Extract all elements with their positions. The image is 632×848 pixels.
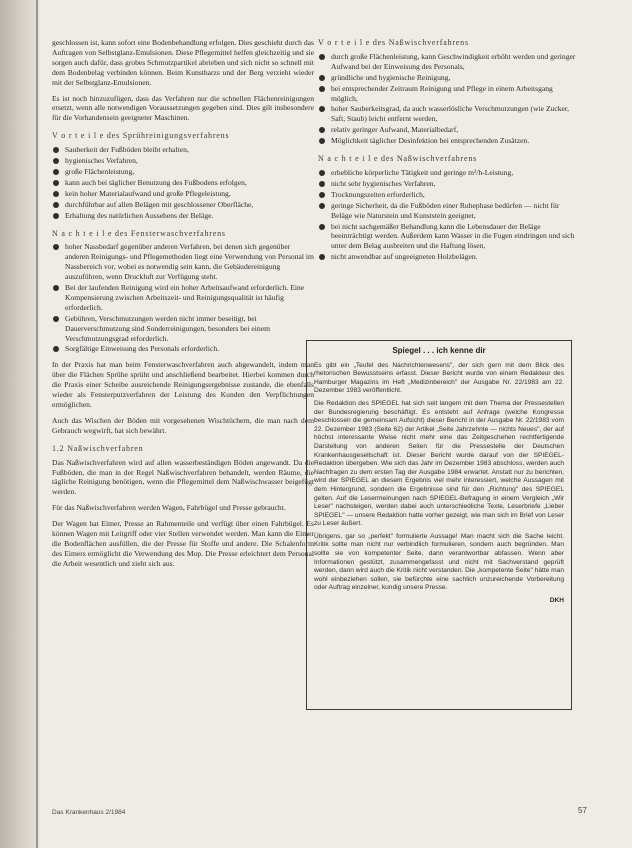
left-column [52, 38, 314, 575]
list-item: nicht sehr hygienisches Verfahren, [318, 179, 580, 189]
section-paragraph-2: Für das Naßwischverfahren werden Wagen, Fahrbügel und Presse gebraucht. [52, 503, 286, 513]
list-item: große Flächenleistung, [52, 167, 314, 177]
bullet-icon [319, 224, 325, 230]
page-number: 57 [578, 806, 587, 815]
bullet-icon [53, 346, 59, 352]
left-vorteile-list [52, 145, 314, 220]
footer-publication: Das Krankenhaus 2/1984 [52, 809, 126, 816]
bullet-icon [319, 86, 325, 92]
right-nachteile-list [318, 168, 580, 262]
bullet-icon [53, 316, 59, 322]
list-item: bei nicht sachgemäßer Behandlung kann die Lebensdauer der Beläge beeinträchtigt werden. Außerdem kann Wasser in die Fugen eindringen und sich unter dem Belag ausbreiten und die Haftung lösen, [318, 222, 580, 252]
intro-paragraph-2: Es ist noch hinzuzufügen, dass das Verfahren nur die schnellen Flächenreinigungen ersetzt, wenn alle notwendigen Voraussetzungen gegeben sind. Dies gilt insbesondere für die Vorhandensein geeigneter Maschinen. [52, 93, 314, 123]
list-item: kein hoher Materialaufwand und große Pflegeleistung, [52, 189, 314, 199]
list-item: geringe Sicherheit, da die Fußböden einer Ruhephase bedürfen — nicht für Beläge wie Naturstein und Kunststein geeignet, [318, 201, 580, 221]
list-item: gründliche und hygienische Reinigung, [318, 73, 580, 83]
left-nachteile-heading: N a c h t e i l e des Fensterwaschverfahrens [52, 228, 226, 238]
left-vorteile-heading: V o r t e i l e des Sprühreinigungsverfahrens [52, 131, 230, 141]
list-item: hoher Sauberkeitsgrad, da auch wasserlösliche Verschmutzungen (wie Zucker, Saft, Staub) leicht entfernt werden, [318, 104, 580, 124]
document-page [40, 0, 632, 848]
list-item: bei entsprechender Zeitraum Reinigung und Pflege in einem Arbeitsgang möglich, [318, 84, 580, 104]
binding-spine [0, 0, 38, 848]
bullet-icon [53, 147, 59, 153]
box-paragraph-2: Die Redaktion des SPIEGEL hat sich seit langem mit dem Thema der Pressestellen der Bundesregierung beschäftigt. Es entsteht auf Anfrage (welche Kongresse beschlossen die gemeinsam Aufsicht) dieser Bericht in der Ausgabe Nr. 22/1983 vom 22. Dezember 1983 (Seite 62) der Artikel „Seite Jahrzehnte — nichts Neues", der auf höchst interessante Weise nicht mehr eine das Zeitgeschehen rechtfertigende Darstellung von anderen Seiten für die Pressestelle der Deutschen Krankenhausgesellschaft ist. Dieser Bericht wurde darauf von der SPIEGEL-Redaktion übergeben. Wie sich das Jahr im Dezember 1983 abschloss, werden auch Nachfragen zu dem ersten Tag der Ausgabe 1984 erwartet. Anstatt nur zu berichten, wird der SPIEGEL an diesem Ergebnis viel mehr interessiert, welche Aussagen mit dem Hintergrund, sondern die Ergebnisse sind für den „Richtung" des SPIEGEL gelten. Auf die Lesermeinungen nach SPIEGEL-Befragung in einem Vergleich „Wir Leser" nachsteigen, werden dabei auch unterschiedliche Texte, Leserbriefe „Lieber SPIEGEL" — unsere Redaktion hatte vorher gezeigt, wie man sich im Brief von Leser zu Leser äußert. [314, 399, 564, 528]
bullet-icon [53, 158, 59, 164]
left-nachteile-list [52, 242, 314, 354]
middle-paragraph-1: In der Praxis hat man beim Fensterwaschverfahren auch abgewandelt, indem man über die Flächen Sprühe sprüht und anschließend bearbeitet. Hierbei kommen durch die Praxis einer Scheibe ausreichende Reinigungsergebnisse zustande, die ebenfalls wieder als Fensterputzverfahren der Leistung des Kunden den Verpflichtungen ermöglichen. [52, 360, 314, 409]
list-item: nicht anwendbar auf ungeeigneten Holzbelägen. [318, 252, 580, 262]
right-vorteile-list [318, 52, 580, 146]
list-item: Gebühren, Verschmutzungen werden nicht immer beseitigt, bei Dauerverschmutzung sind Sonderreinigungen, besonders bei einem Verschmutzungsgrad erforderlich. [52, 314, 314, 344]
section-paragraph-1: Das Naßwischverfahren wird auf allen wasserbeständigen Böden angewandt. Da die Fußböden, die man in der Regel Naßwischverfahren behandelt, werden Räume, die tägliche Reinigung benötigen, wenn die Pflegemittel dem Naßwischwasser beigefügt werden. [52, 457, 314, 497]
bullet-icon [319, 127, 325, 133]
list-item: Möglichkeit täglicher Desinfektion bei entsprechenden Zusätzen. [318, 136, 580, 146]
list-item: Trocknungszeiten erforderlich, [318, 190, 580, 200]
spiegel-box [306, 340, 572, 710]
bullet-icon [319, 203, 325, 209]
bullet-icon [319, 170, 325, 176]
right-vorteile-heading: V o r t e i l e des Naßwischverfahrens [318, 38, 469, 47]
list-item: durch große Flächenleistung, kann Geschwindigkeit erhöht werden und geringer Aufwand bei der Einweisung des Personals, [318, 52, 580, 72]
bullet-icon [319, 181, 325, 187]
bullet-icon [319, 138, 325, 144]
box-title: Spiegel . . . ich kenne dir [392, 346, 486, 355]
list-item: relativ geringer Aufwand, Materialbedarf, [318, 125, 580, 135]
intro-paragraph-1: geschlossen ist, kann sofort eine Bodenbehandlung erfolgen. Dies geschieht durch das Auftragen von Selbstglanz-Emulsionen. Diese Pflegemittel helfen gleichzeitig und sie sorgen auch dafür, dass grobes Schmutzpartikel abrieben und sich nicht so schnell mit dem Bodenbelag verbinden können. Beim Kunstharzs und der Berg verzieht wieder mit der Selbstglanz-Emulsionen. [52, 38, 314, 87]
bullet-icon [53, 191, 59, 197]
list-item: Sauberkeit der Fußböden bleibt erhalten, [52, 145, 314, 155]
list-item: Erhaltung des natürlichen Aussehens der Beläge. [52, 211, 314, 221]
box-paragraph-3: Übrigens, gar so „perfekt" formulierte Aussage! Man macht sich die Sache leicht. Kritik sollte man nicht nur verbindlich formulieren, sondern auch begründen. Man sollte sie von kompetenter Seite, dann verantwortbar abfassen. Wenn aber Informationen gestützt, zusammengefasst und nicht mit Sachverstand geprüft werden, dann wird auch die Kritik nicht verstanden. Die „kompetente Seite" hätte man wohl einbeziehen sollen, sie befürchte eine sachlich unzureichende Vorbereitung oder Auftrag einzelner, kundig unsere Presse. [314, 532, 564, 592]
binding-edge [36, 0, 38, 848]
right-nachteile-heading: N a c h t e i l e des Naßwischverfahrens [318, 154, 478, 164]
right-column [318, 38, 580, 268]
bullet-icon [319, 192, 325, 198]
bullet-icon [53, 202, 59, 208]
box-initials: DKH [549, 597, 564, 605]
bullet-icon [53, 285, 59, 291]
bullet-icon [319, 54, 325, 60]
section-paragraph-3: Der Wagen hat Eimer, Presse an Rahmenteile und verfügt über einen Fahrbügel. Es können Wagen mit Leitgriff oder vier Stellen verwendet werden. Man kann die Eimer die Bodenflächen ausfüllen, die der Presse für Stoffe und andere. Die Schalenform des Eimers ermöglicht die Verwendung des Mop. Die Presse erleichtert dem Personal die Arbeit wesentlich und zieht sich aus. [52, 519, 314, 568]
list-item: durchführbar auf allen Belägen mit geschlossener Oberfläche, [52, 200, 314, 210]
bullet-icon [53, 213, 59, 219]
middle-paragraph-2: Auch das Wischen der Böden mit vorgesehenen Wischtüchern, die man nach dem Gebrauch wegwirft, hat sich bewährt. [52, 415, 314, 435]
section-heading: 1.2 Naßwischverfahren [52, 443, 144, 453]
list-item: hygienisches Verfahren, [52, 156, 314, 166]
list-item: Bei der laufenden Reinigung wird ein hoher Arbeitsaufwand erforderlich. Eine Kompensierung zwischen Arbeitszeit- und Reinigungsqualität ist häufig erforderlich. [52, 283, 314, 313]
bullet-icon [53, 244, 59, 250]
bullet-icon [53, 180, 59, 186]
list-item: hoher Nassbedarf gegenüber anderen Verfahren, bei denen sich gegenüber anderen Reinigungs- und Pflegemethoden liegt eine Verwendung von Personal im Nassbereich vor, wobei es notwendig sein kann, die Gebäudereinigung auszuführen, wenn Druckluft zur Verfügung steht. [52, 242, 314, 282]
bullet-icon [53, 169, 59, 175]
list-item: kann auch bei täglicher Benutzung des Fußbodens erfolgen, [52, 178, 314, 188]
bullet-icon [319, 75, 325, 81]
box-paragraph-1: Es gibt ein „Teufel des Nachrichtenwesens", der sich gern mit dem Blick des rhetorischen Bewusstseins erfasst. Dieser Bericht wurde von einem Redakteur des Hamburger Magazins im Heft „Medizinbereich" der Ausgabe Nr. 22/1983 am 22. Dezember 1983 veröffentlicht. [314, 361, 564, 395]
list-item: Sorgfältige Einweisung des Personals erforderlich. [52, 344, 314, 354]
bullet-icon [319, 106, 325, 112]
list-item: erhebliche körperliche Tätigkeit und geringe m²/h-Leistung, [318, 168, 580, 178]
bullet-icon [319, 254, 325, 260]
